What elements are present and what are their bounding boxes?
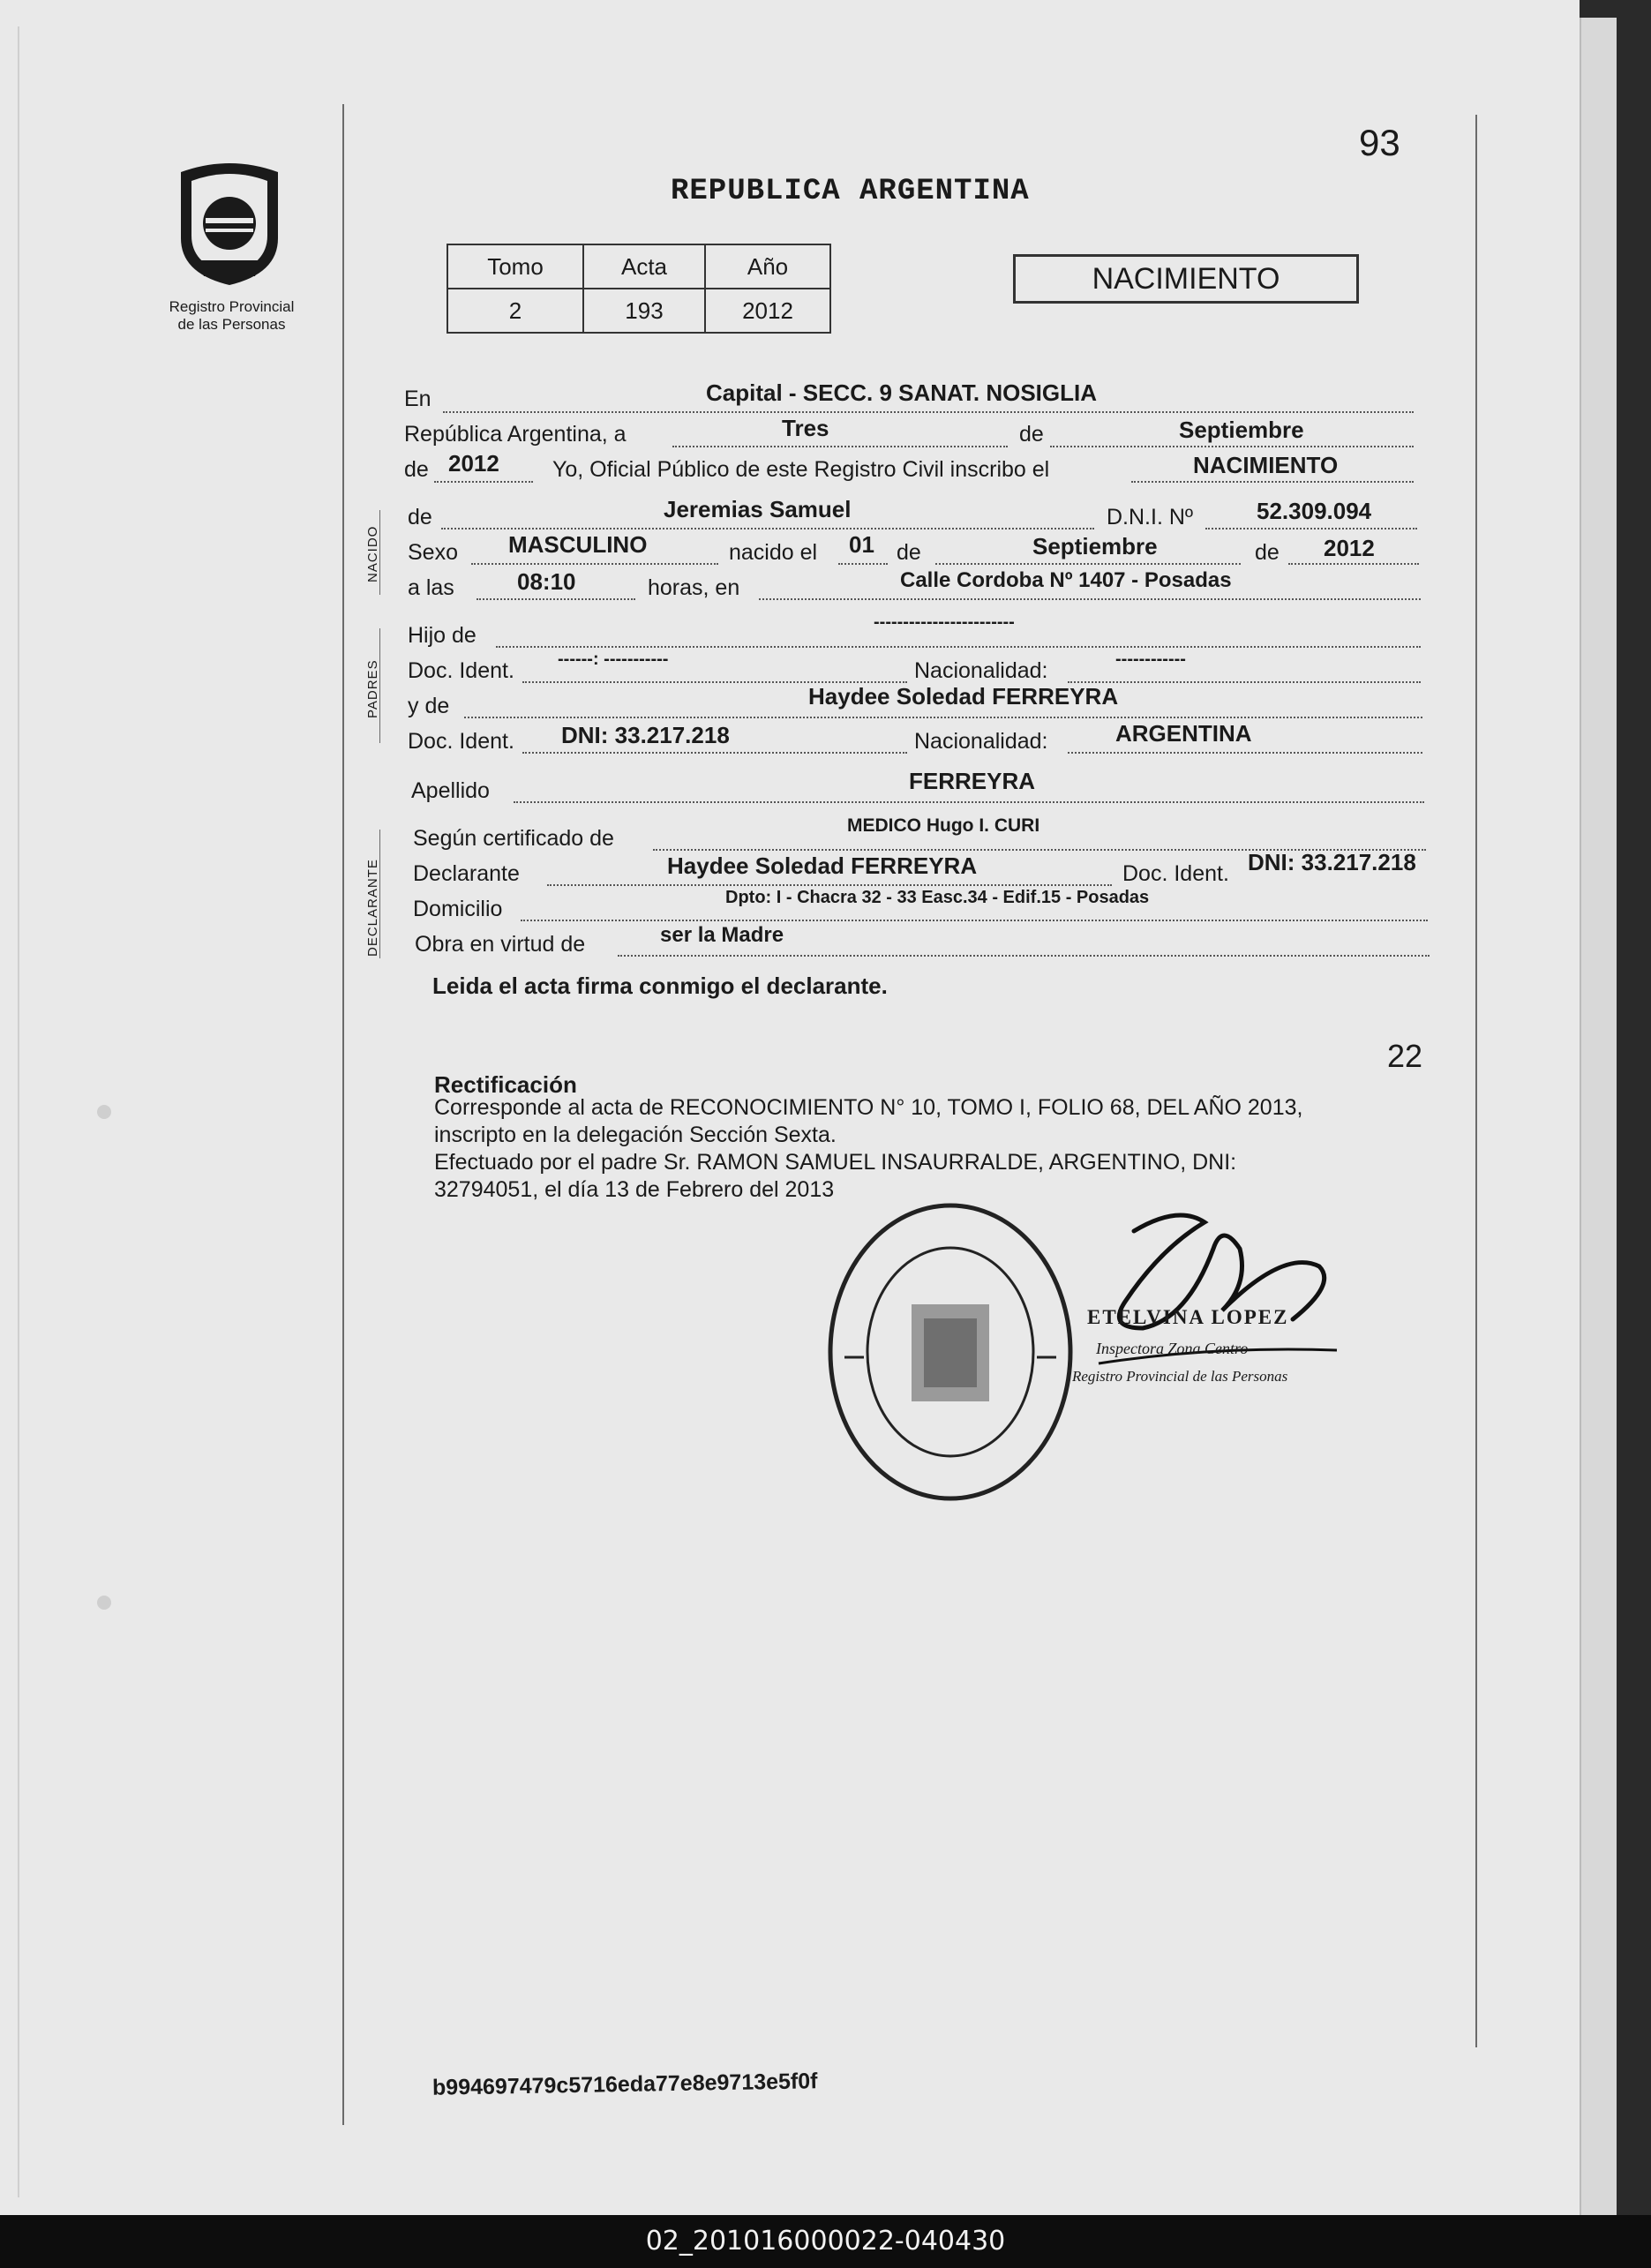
dotted-line: [496, 646, 1421, 648]
dotted-line: [441, 528, 1094, 529]
dotted-line: [618, 955, 1430, 957]
value-decl-doc: DNI: 33.217.218: [1248, 849, 1416, 875]
dotted-line: [522, 752, 907, 754]
label-declarante: Declarante: [413, 861, 520, 886]
label-nac1: Nacionalidad:: [914, 658, 1048, 683]
label-certificado: Según certificado de: [413, 826, 614, 851]
record-header-acta: Acta: [583, 244, 705, 289]
closing-statement: Leida el acta firma conmigo el declarante.: [432, 973, 888, 999]
value-child-name: Jeremias Samuel: [664, 496, 852, 522]
rectificacion-line1: Corresponde al acta de RECONOCIMIENTO N° 10, TOMO I, FOLIO 68, DEL AÑO 2013,: [434, 1095, 1303, 1120]
label-sexo: Sexo: [408, 540, 458, 565]
dotted-line: [1288, 563, 1419, 565]
label-nac2: Nacionalidad:: [914, 729, 1048, 754]
value-doc2: DNI: 33.217.218: [561, 722, 730, 748]
official-seal-icon: [825, 1200, 1077, 1505]
dotted-line: [477, 598, 635, 600]
dotted-line: [1131, 481, 1414, 483]
dotted-line: [1068, 752, 1422, 754]
value-sexo: MASCULINO: [508, 531, 648, 558]
signature-role: Inspectora Zona Centro: [1096, 1340, 1249, 1357]
signature-name: ETELVINA LOPEZ: [1087, 1306, 1289, 1328]
page-number: 93: [1359, 122, 1400, 163]
page-stack-edge: [1580, 18, 1617, 2215]
record-table-value-row: [447, 289, 830, 333]
dotted-line: [759, 598, 1421, 600]
label-horas: horas, en: [648, 575, 740, 600]
dotted-line: [471, 563, 718, 565]
footer-bar: [0, 2215, 1651, 2268]
right-margin-line: [1475, 115, 1477, 2047]
rectificacion-line3: Efectuado por el padre Sr. RAMON SAMUEL INSAURRALDE, ARGENTINO, DNI:: [434, 1150, 1237, 1175]
value-declarante: Haydee Soledad FERREYRA: [667, 852, 978, 879]
label-y-de: y de: [408, 694, 450, 718]
value-day-text: Tres: [782, 415, 829, 441]
rectificacion-text: [434, 1094, 1440, 1204]
note-number: 22: [1387, 1038, 1423, 1074]
record-type-box: NACIMIENTO: [1013, 254, 1359, 304]
dotted-line: [935, 563, 1241, 565]
left-margin-line: [342, 104, 344, 2125]
value-obra: ser la Madre: [660, 923, 784, 947]
label-yo: Yo, Oficial Público de este Registro Civil inscribo el: [552, 457, 1050, 482]
province-emblem-icon: [163, 154, 296, 287]
label-en: En: [404, 387, 432, 411]
document-hash: b994697479c5716eda77e8e9713e5f0f: [432, 2069, 818, 2100]
dotted-line: [514, 801, 1424, 803]
dotted-line: [1050, 446, 1414, 447]
value-birth-place: Calle Cordoba Nº 1407 - Posadas: [900, 568, 1232, 592]
value-apellido: FERREYRA: [909, 768, 1036, 794]
record-value-tomo: 2: [447, 289, 583, 333]
record-header-anio: Año: [705, 244, 830, 289]
label-nacido-el: nacido el: [729, 540, 818, 565]
dotted-line: [464, 717, 1422, 718]
value-father-name: ------------------------: [874, 612, 1015, 632]
value-doc1: ------: -----------: [558, 650, 669, 669]
value-nac2: ARGENTINA: [1115, 720, 1252, 747]
registry-label-line2: de las Personas: [177, 316, 286, 333]
registry-label-line1: Registro Provincial: [169, 298, 295, 315]
section-label-declarante: DECLARANTE: [365, 859, 380, 957]
value-domicilio: Dpto: I - Chacra 32 - 33 Easc.34 - Edif.15 - Posadas: [725, 888, 1150, 907]
record-value-anio: 2012: [705, 289, 830, 333]
label-apellido: Apellido: [411, 778, 490, 803]
label-dni: D.N.I. Nº: [1107, 505, 1194, 529]
value-certificado: MEDICO Hugo I. CURI: [847, 815, 1040, 836]
value-inscribo: NACIMIENTO: [1193, 452, 1339, 478]
value-year: 2012: [448, 450, 499, 477]
label-hijo-de: Hijo de: [408, 623, 477, 648]
value-month: Septiembre: [1179, 417, 1304, 443]
label-nacido-de: de: [408, 505, 432, 529]
dotted-line: [547, 884, 1112, 886]
value-time: 08:10: [517, 568, 576, 595]
label-decl-doc: Doc. Ident.: [1122, 861, 1229, 886]
label-a-las: a las: [408, 575, 454, 600]
paper-fold-line: [18, 26, 19, 2197]
label-doc2: Doc. Ident.: [408, 729, 514, 754]
rectificacion-line4: 32794051, el día 13 de Febrero del 2013: [434, 1177, 835, 1202]
record-table: [447, 244, 831, 334]
value-location: Capital - SECC. 9 SANAT. NOSIGLIA: [706, 379, 1098, 406]
dotted-line: [1205, 528, 1417, 529]
value-birth-year: 2012: [1324, 535, 1375, 561]
label-obra: Obra en virtud de: [415, 932, 586, 957]
dotted-line: [434, 481, 533, 483]
signature-icon: [1072, 1196, 1355, 1390]
record-value-acta: 193: [583, 289, 705, 333]
punch-hole: [97, 1105, 111, 1119]
value-birth-month: Septiembre: [1032, 533, 1158, 559]
label-year-prefix: de: [404, 457, 429, 482]
value-child-dni: 52.309.094: [1257, 498, 1372, 524]
rectificacion-line2: inscripto en la delegación Sección Sexta.: [434, 1123, 837, 1147]
document-title: REPUBLICA ARGENTINA: [671, 175, 1030, 208]
label-de-month: de: [897, 540, 921, 565]
value-mother-name: Haydee Soledad FERREYRA: [808, 683, 1119, 710]
label-de-year: de: [1255, 540, 1280, 565]
dotted-line: [521, 920, 1428, 921]
punch-hole: [97, 1596, 111, 1610]
record-header-tomo: Tomo: [447, 244, 583, 289]
registry-label: [132, 298, 331, 334]
dotted-line: [838, 563, 888, 565]
record-table-header-row: [447, 244, 830, 289]
label-republica: República Argentina, a: [404, 422, 627, 447]
dotted-line: [1068, 681, 1421, 683]
value-nac1: ------------: [1115, 650, 1186, 669]
rectificacion-title: Rectificación: [434, 1071, 577, 1098]
label-domicilio: Domicilio: [413, 897, 503, 921]
footer-filename: 02_201016000022-040430: [645, 2226, 1006, 2257]
label-de: de: [1019, 422, 1044, 447]
dotted-line: [672, 446, 1008, 447]
signature-org: Registro Provincial de las Personas: [1072, 1368, 1288, 1385]
value-birth-day: 01: [849, 531, 874, 558]
dotted-line: [443, 411, 1414, 413]
section-label-padres: PADRES: [365, 659, 380, 718]
label-doc1: Doc. Ident.: [408, 658, 514, 683]
section-label-nacido: NACIDO: [365, 525, 380, 582]
